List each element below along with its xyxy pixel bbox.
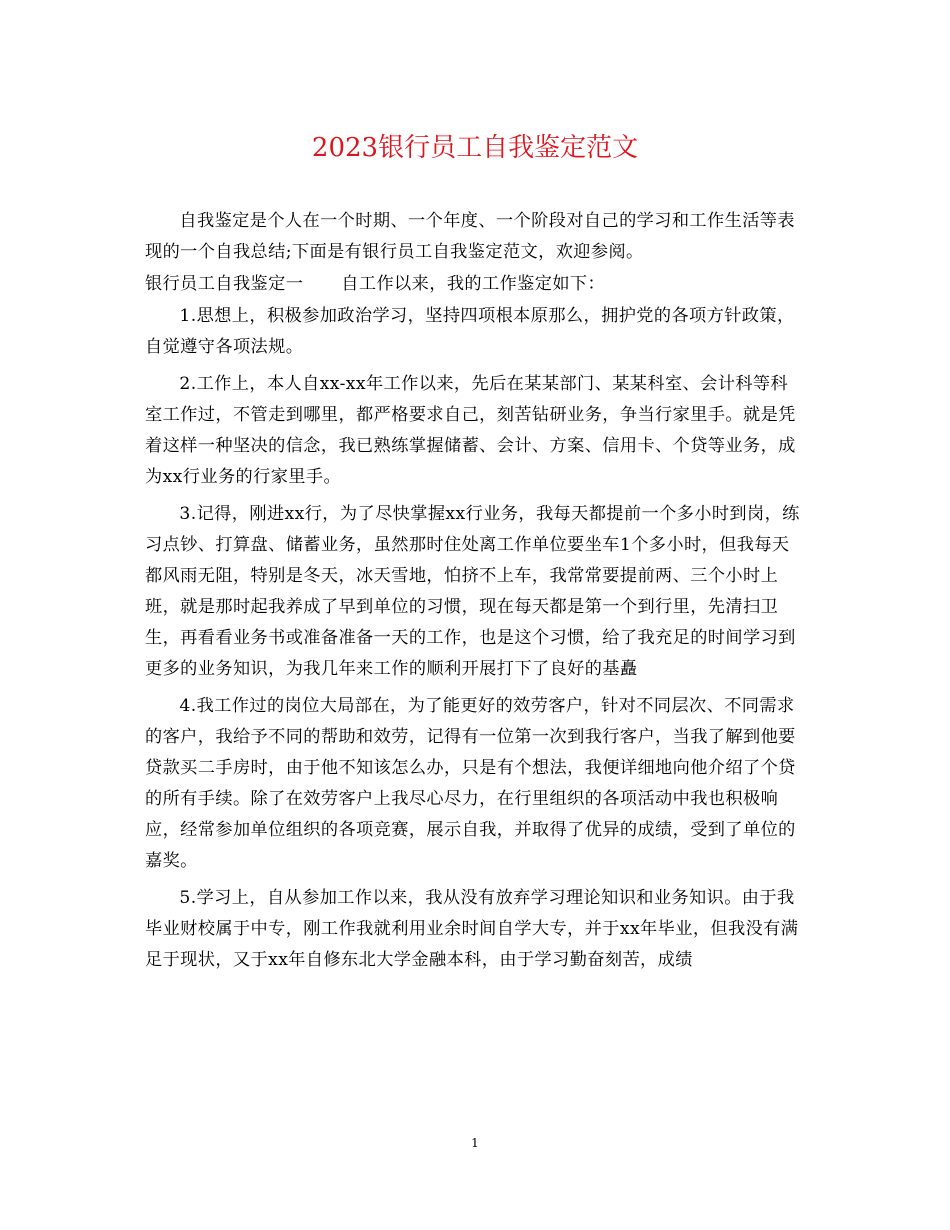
document-title: 2023银行员工自我鉴定范文 — [311, 133, 639, 163]
page-number: 1 — [471, 1136, 479, 1150]
intro-paragraph: 自我鉴定是个人在一个时期、一个年度、一个阶段对自己的学习和工作生活等表现的一个自我总结;下面是有银行员工自我鉴定范文，欢迎参阅。 — [145, 211, 795, 262]
paragraph-2: 2.工作上，本人自xx-xx年工作以来，先后在某某部门、某某科室、会计科等科室工作过，不管走到哪里，都严格要求自己，刻苦钻研业务，争当行家里手。就是凭着这样一种坚决的信念，我已熟练掌握储蓄、会计、方案、信用卡、个贷等业务，成为xx行业务的行家里手。 — [145, 374, 796, 487]
section-heading-line — [145, 269, 805, 300]
paragraph-1: 1.思想上，积极参加政治学习，坚持四项根本原那么，拥护党的各项方针政策，自觉遵守各项法规。 — [145, 306, 795, 357]
section-lead: 自工作以来，我的工作鉴定如下： — [341, 274, 606, 294]
paragraph-3: 3.记得，刚进xx行，为了尽快掌握xx行业务，我每天都提前一个多小时到岗，练习点钞、打算盘、储蓄业务，虽然那时住处离工作单位要坐车1个多小时，但我每天都风雨无阻，特别是冬天，冰天雪地，怕挤不上车，我常常要提前两、三个小时上班，就是那时起我养成了早到单位的习惯，现在每天都是第一个到行里，先清扫卫生，再看看业务书或准备准备一天的工作，也是这个习惯，给了我充足的时间学习到更多的业务知识，为我几年来工作的顺利开展打下了良好的基矗 — [145, 504, 800, 679]
document-body — [145, 206, 805, 982]
paragraph-4: 4.我工作过的岗位大局部在，为了能更好的效劳客户，针对不同层次、不同需求的客户，我给予不同的帮助和效劳，记得有一位第一次到我行客户，当我了解到他要贷款买二手房时，由于他不知该怎么办，只是有个想法，我便详细地向他介绍了个贷的所有手续。除了在效劳客户上我尽心尽力，在行里组织的各项活动中我也积极响应，经常参加单位组织的各项竞赛，展示自我，并取得了优异的成绩，受到了单位的嘉奖。 — [145, 696, 796, 871]
section-heading: 银行员工自我鉴定一 — [145, 274, 304, 294]
paragraph-5: 5.学习上，自从参加工作以来，我从没有放弃学习理论知识和业务知识。由于我毕业财校属于中专，刚工作我就利用业余时间自学大专，并于xx年毕业，但我没有满足于现状，又于xx年自修东北大学金融本科，由于学习勤奋刻苦，成绩 — [145, 888, 799, 970]
